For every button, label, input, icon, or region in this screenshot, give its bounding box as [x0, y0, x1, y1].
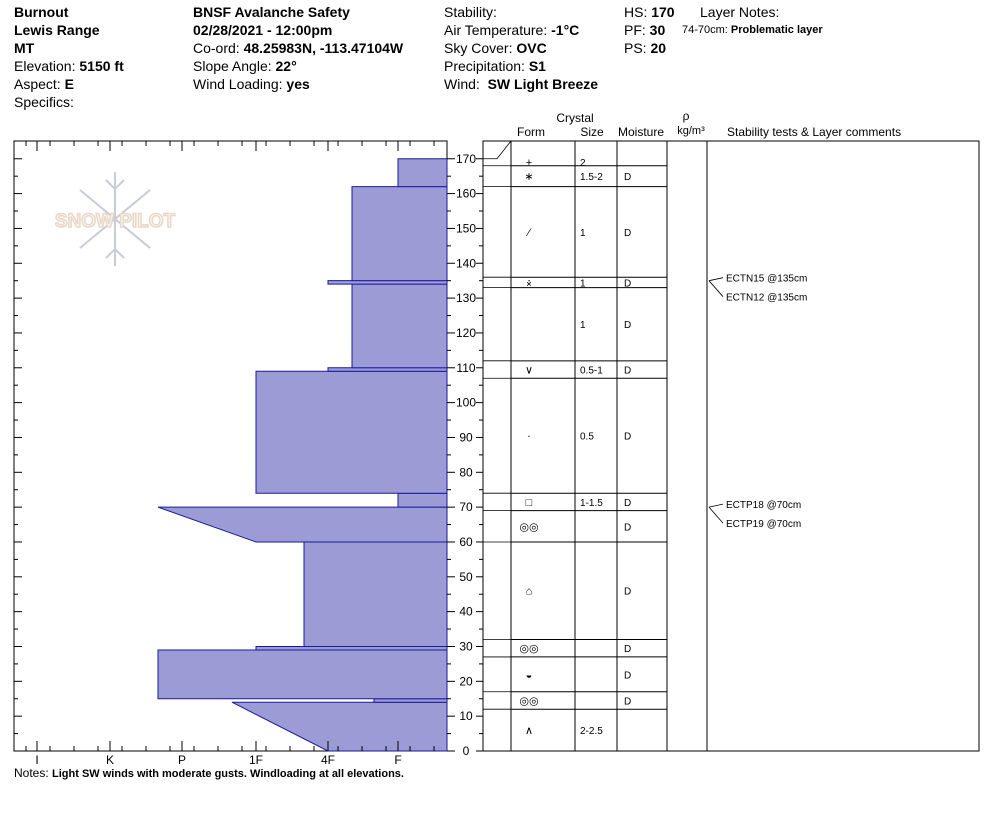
y-tick-label: 110 — [456, 360, 476, 375]
observation-datetime: 02/28/2021 - 12:00pm — [193, 22, 333, 38]
coord-label: Co-ord: — [193, 40, 240, 56]
pf-label: PF: — [624, 22, 646, 38]
layer-moisture: D — [624, 227, 632, 239]
layer-form: ∨ — [524, 364, 534, 377]
layer-size: 1 — [580, 278, 586, 290]
y-tick-label: 130 — [455, 291, 477, 306]
layer-connector — [483, 141, 511, 159]
layer-table-columns — [511, 141, 707, 751]
comments-header: Stability tests & Layer comments — [727, 125, 902, 139]
elevation-label: Elevation: — [14, 58, 76, 74]
hardness-bar — [256, 371, 447, 493]
density-unit-header: kg/m³ — [677, 125, 705, 137]
air-temp-label: Air Temperature: — [444, 22, 548, 38]
aspect-label: Aspect: — [14, 76, 61, 92]
y-tick-label: 80 — [459, 465, 473, 480]
layer-form: □ — [525, 496, 533, 509]
form-header: Form — [517, 125, 545, 139]
x-tick-label: 1F — [248, 753, 264, 767]
y-tick-label: 90 — [459, 430, 473, 445]
rho-header: ρ — [682, 109, 690, 123]
y-tick-label: 50 — [459, 569, 473, 584]
wind-value: SW Light Breeze — [487, 76, 599, 92]
wind-label: Wind: — [444, 76, 480, 92]
layer-notes-label: Layer Notes: — [700, 4, 780, 20]
hardness-bar — [328, 281, 447, 284]
sky-label: Sky Cover: — [444, 40, 513, 56]
layer-moisture: D — [624, 172, 632, 184]
y-tick-label: 150 — [455, 221, 477, 236]
layer-moisture: D — [624, 278, 632, 290]
hs-label: HS: — [624, 4, 648, 20]
hardness-bars — [158, 159, 447, 751]
layer-moisture: D — [624, 586, 632, 598]
size-header: Size — [580, 125, 604, 139]
hardness-bar — [256, 646, 447, 649]
layer-form: + — [525, 157, 533, 170]
hs-value: 170 — [651, 4, 675, 20]
layer-form: ◎◎ — [519, 643, 539, 656]
layer-moisture: D — [624, 320, 632, 332]
x-tick-label: 4F — [320, 753, 336, 767]
stability-test-pointer — [709, 278, 723, 281]
layer-size: 0.5-1 — [580, 365, 603, 377]
hardness-bar — [352, 284, 447, 368]
crystal-header: Crystal — [556, 111, 594, 125]
layer-size: 0.5 — [580, 431, 594, 443]
wind-loading-label: Wind Loading: — [193, 76, 283, 92]
y-tick-label: 140 — [455, 256, 477, 271]
layer-form: ∧ — [524, 725, 534, 738]
layer-note-text: Problematic layer — [730, 24, 823, 36]
stability-tests — [709, 274, 807, 530]
precip-value: S1 — [528, 58, 546, 74]
layer-size: 2-2.5 — [580, 726, 603, 738]
layer-moisture: D — [624, 522, 632, 534]
stability-test-label: ECTP19 @70cm — [726, 519, 802, 531]
layer-form: · — [527, 430, 531, 443]
y-tick-label: 10 — [459, 709, 473, 724]
coord-value: 48.25983N, -113.47104W — [243, 40, 404, 56]
layer-form: ⨰ — [525, 277, 533, 290]
logo-text: SNOW PILOT — [54, 211, 176, 232]
stability-label: Stability: — [444, 4, 497, 20]
layer-size: 1.5-2 — [580, 172, 603, 184]
y-tick-label: 160 — [455, 186, 477, 201]
layer-moisture: D — [624, 431, 632, 443]
x-tick-label: I — [35, 753, 39, 767]
layer-size: 1 — [580, 320, 586, 332]
stability-test-pointer — [709, 504, 723, 507]
layer-size: 1 — [580, 227, 586, 239]
x-tick-label: K — [105, 753, 115, 767]
layer-table-frame — [483, 141, 979, 751]
y-tick-label: 40 — [459, 604, 473, 619]
hardness-bar — [374, 699, 447, 702]
organization: BNSF Avalanche Safety — [193, 4, 350, 20]
layer-note-range: 74-70cm: — [682, 24, 728, 36]
layer-form: ∗ — [524, 171, 534, 184]
stability-test-label: ECTP18 @70cm — [726, 500, 802, 512]
snow-pilot-logo — [55, 172, 176, 266]
layer-size: 1-1.5 — [580, 497, 603, 509]
y-tick-label: 170 — [455, 151, 477, 166]
pit-name: Burnout — [14, 4, 69, 20]
layer-form: ◒ — [525, 669, 533, 682]
range-name: Lewis Range — [14, 22, 100, 38]
x-tick-label: P — [177, 753, 187, 767]
layer-moisture: D — [624, 644, 632, 656]
notes-section — [14, 766, 404, 780]
hardness-bar — [158, 650, 447, 699]
aspect-value: E — [64, 76, 74, 92]
layer-moisture: D — [624, 696, 632, 708]
slope-label: Slope Angle: — [193, 58, 272, 74]
stability-test-pointer — [709, 281, 723, 297]
y-tick-label: 100 — [455, 395, 477, 410]
layer-size: 2 — [580, 158, 586, 170]
moisture-header: Moisture — [617, 125, 665, 139]
notes-label: Notes: — [14, 766, 49, 780]
stability-test-pointer — [709, 507, 723, 523]
y-tick-label: 20 — [459, 674, 473, 689]
stability-test-label: ECTN15 @135cm — [726, 273, 808, 285]
hardness-bar — [398, 159, 447, 187]
y-tick-label: 120 — [455, 325, 477, 340]
notes-text: Light SW winds with moderate gusts. Windloading at all elevations. — [52, 768, 404, 780]
layer-form: ⁄ — [528, 226, 530, 239]
y-tick-label: 70 — [459, 500, 473, 515]
hardness-bar — [328, 368, 447, 371]
ps-value: 20 — [650, 40, 667, 56]
pf-value: 30 — [649, 22, 666, 38]
precip-label: Precipitation: — [444, 58, 525, 74]
specifics-label: Specifics: — [14, 94, 74, 110]
y-tick-label: 0 — [462, 744, 470, 758]
hardness-bar — [304, 542, 447, 647]
hardness-bar — [398, 493, 447, 507]
stability-test-label: ECTN12 @135cm — [726, 292, 808, 304]
hardness-bar — [158, 507, 447, 542]
wind-loading-value: yes — [286, 76, 310, 92]
hardness-bar — [352, 187, 447, 281]
layer-form: ⌂ — [525, 585, 533, 598]
hardness-bar — [232, 702, 447, 751]
state-name: MT — [14, 40, 35, 56]
layer-moisture: D — [624, 497, 632, 509]
layer-form: ◎◎ — [519, 521, 539, 534]
air-temp-value: -1°C — [551, 22, 580, 38]
layer-form: ◎◎ — [519, 695, 539, 708]
sky-value: OVC — [516, 40, 547, 56]
layer-moisture: D — [624, 670, 632, 682]
y-tick-label: 60 — [459, 534, 473, 549]
y-tick-label: 30 — [459, 639, 473, 654]
layer-table-header — [517, 109, 901, 139]
layer-moisture: D — [624, 365, 632, 377]
ps-label: PS: — [624, 40, 647, 56]
x-tick-label: F — [394, 753, 402, 767]
elevation-value: 5150 ft — [79, 58, 124, 74]
slope-value: 22° — [275, 58, 297, 74]
